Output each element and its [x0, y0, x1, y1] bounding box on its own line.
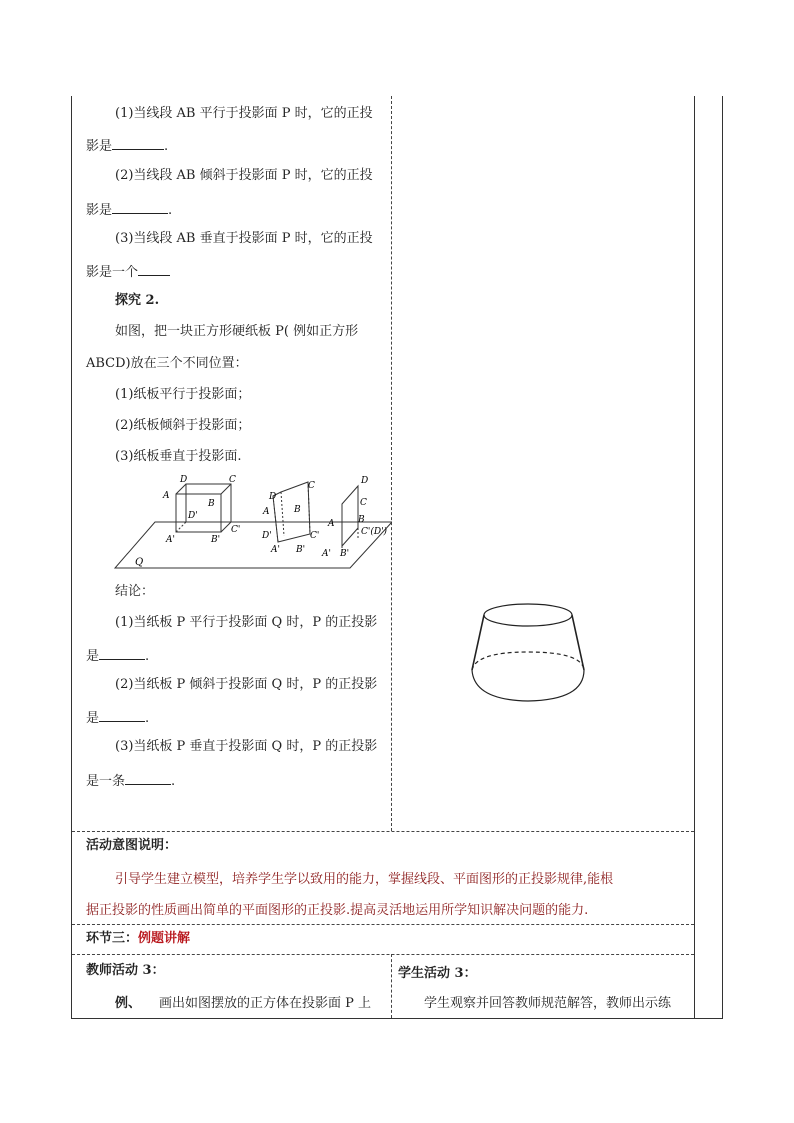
svg-text:D: D: [180, 475, 188, 485]
svg-text:A: A: [263, 507, 270, 517]
answer-blank-1[interactable]: [112, 137, 164, 150]
svg-text:C: C: [229, 475, 236, 485]
intent-line1: 引导学生建立模型，培养学生学以致用的能力，掌握线段、平面图形的正投影规律,能根: [115, 872, 614, 887]
svg-text:B: B: [358, 515, 365, 525]
teacher-activity-title: 教师活动 3：: [86, 963, 165, 978]
svg-text:A': A': [271, 545, 280, 555]
board-tilted: [261, 481, 319, 555]
explore-2-title: 探究 2.: [115, 293, 160, 308]
answer-blank-6[interactable]: [125, 772, 171, 785]
svg-text:D': D': [188, 511, 198, 521]
projection-diagram: [110, 470, 392, 572]
svg-text:B': B': [296, 545, 306, 555]
svg-text:C'(D'): C'(D'): [361, 527, 388, 537]
column-divider-top: [391, 96, 392, 831]
answer-blank-4[interactable]: [99, 647, 145, 660]
svg-text:A: A: [163, 491, 170, 501]
svg-text:A': A': [166, 535, 175, 545]
svg-text:B: B: [294, 505, 301, 515]
label-q: Q: [135, 557, 144, 568]
table-border-left: [71, 96, 72, 1018]
table-inner-right: [694, 96, 695, 1018]
row-divider-intent: [72, 831, 694, 832]
conclusion-1-line1: (1)当纸板 P 平行于投影面 Q 时，P 的正投影: [115, 615, 378, 630]
answer-blank-3[interactable]: [138, 263, 170, 276]
student-activity-text: 学生观察并回答教师规范解答，教师出示练: [424, 996, 672, 1011]
question-2-line1: (2)当线段 AB 倾斜于投影面 P 时，它的正投: [115, 168, 373, 183]
svg-text:C: C: [360, 498, 367, 508]
student-activity-title: 学生活动 3：: [398, 966, 477, 981]
svg-text:B: B: [208, 499, 215, 509]
intent-line2: 据正投影的性质画出简单的平面图形的正投影.提高灵活地运用所学知识解决问题的能力.: [86, 903, 589, 918]
svg-text:B': B': [340, 549, 350, 559]
position-1: (1)纸板平行于投影面；: [115, 387, 251, 402]
conclusion-2-line2: 是 .: [86, 711, 150, 726]
conclusion-title: 结论：: [115, 584, 155, 599]
teacher-example: 例、 画出如图摆放的正方体在投影面 P 上: [115, 996, 372, 1011]
question-1-line1: (1)当线段 AB 平行于投影面 P 时，它的正投: [115, 106, 373, 121]
question-3-line2: 影是一个: [86, 263, 170, 281]
row-divider-section3: [72, 924, 694, 925]
conclusion-2-line1: (2)当纸板 P 倾斜于投影面 Q 时，P 的正投影: [115, 677, 378, 692]
svg-text:C: C: [308, 481, 315, 491]
conclusion-1-line2: 是 .: [86, 649, 150, 664]
section3-heading: 环节三：例题讲解: [86, 931, 191, 946]
svg-text:A': A': [322, 549, 331, 559]
frustum-figure: [460, 600, 610, 710]
svg-text:C': C': [231, 525, 241, 535]
row-divider-activities: [72, 954, 694, 955]
question-1-line2: 影是 .: [86, 139, 169, 154]
answer-blank-5[interactable]: [99, 709, 145, 722]
explore-line2: ABCD)放在三个不同位置：: [86, 356, 248, 371]
projection-plane-q: [115, 522, 392, 568]
position-2: (2)纸板倾斜于投影面；: [115, 418, 251, 433]
question-2-line2: 影是 .: [86, 203, 173, 218]
svg-text:D: D: [361, 476, 369, 486]
conclusion-3-line1: (3)当纸板 P 垂直于投影面 Q 时，P 的正投影: [115, 739, 378, 754]
answer-blank-2[interactable]: [112, 201, 168, 214]
explore-line1: 如图，把一块正方形硬纸板 P( 例如正方形: [115, 324, 359, 339]
svg-text:A: A: [328, 519, 335, 529]
board-parallel: [162, 475, 240, 545]
svg-text:C': C': [310, 531, 320, 541]
table-border-right: [722, 96, 723, 1018]
svg-text:D': D': [262, 531, 272, 541]
question-3-line1: (3)当线段 AB 垂直于投影面 P 时，它的正投: [115, 231, 373, 246]
intent-title: 活动意图说明：: [86, 838, 178, 853]
table-border-bottom: [71, 1018, 723, 1019]
conclusion-3-line2: 是一条 .: [86, 774, 176, 789]
column-divider-bottom: [391, 954, 392, 1018]
position-3: (3)纸板垂直于投影面.: [115, 449, 242, 464]
svg-text:B': B': [211, 535, 221, 545]
board-perpendicular: [321, 476, 388, 559]
svg-text:D: D: [269, 492, 277, 502]
